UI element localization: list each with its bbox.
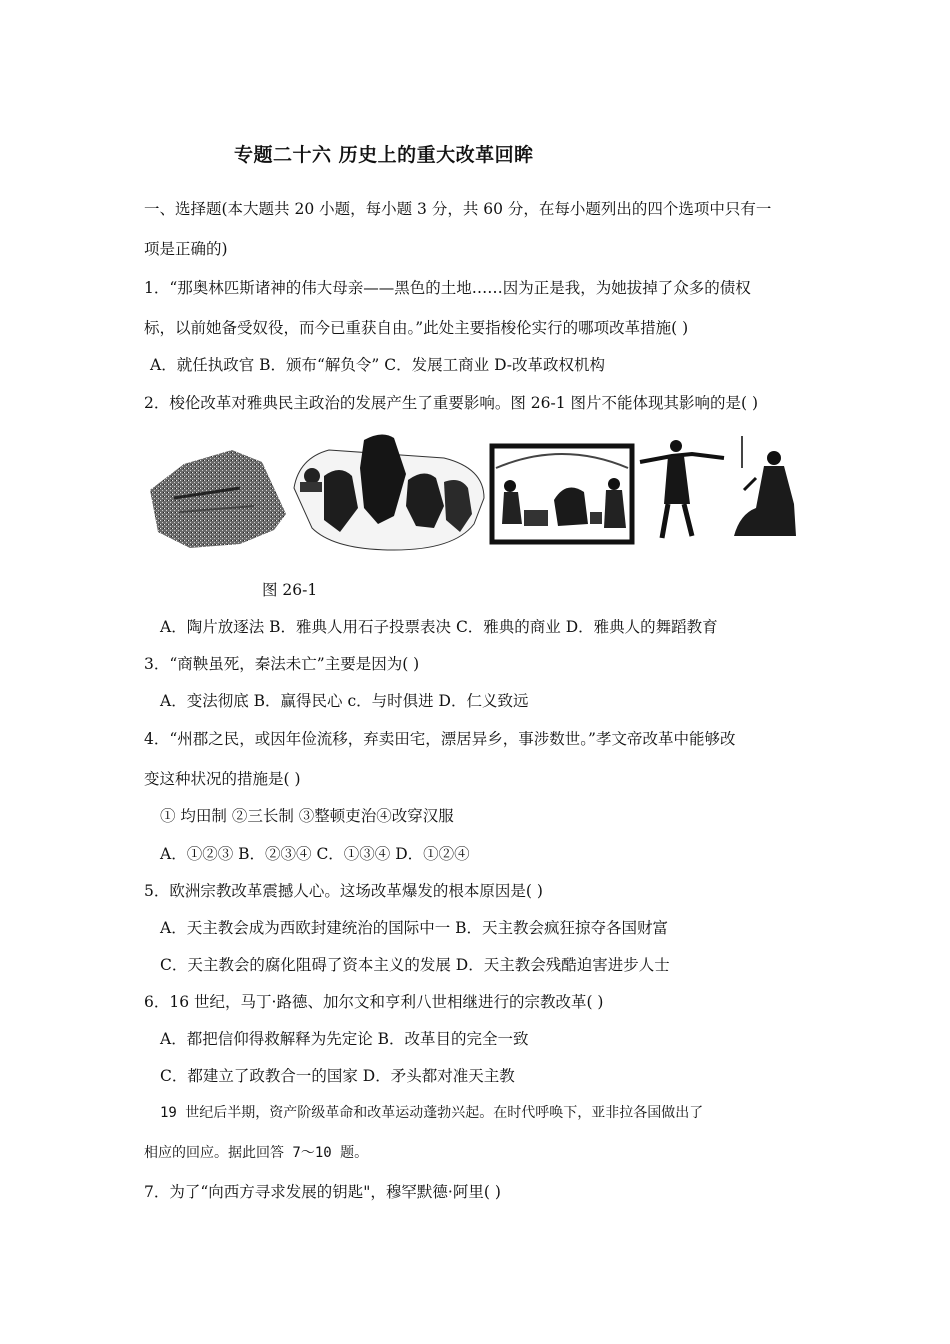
q6-options-row-2: C．都建立了政教合一的国家 D．矛头都对准天主教 bbox=[160, 1067, 515, 1085]
q5-options-row-2: C．天主教会的腐化阻碍了资本主义的发展 D．天主教会残酷迫害进步人士 bbox=[160, 956, 670, 974]
figure-26-1 bbox=[144, 428, 804, 554]
q2-stem: 2．梭伦改革对雅典民主政治的发展产生了重要影响。图 26-1 图片不能体现其影响的是( ) bbox=[144, 394, 759, 412]
q1-stem-line-1: 1．“那奥林匹斯诸神的伟大母亲——黑色的土地……因为正是我，为她拔掉了众多的债权 bbox=[144, 279, 751, 297]
q3-options: A．变法彻底 B．赢得民心 c．与时俱进 D．仁义致远 bbox=[160, 692, 529, 710]
q2-options: A．陶片放逐法 B．雅典人用石子投票表决 C．雅典的商业 D．雅典人的舞蹈教育 bbox=[160, 618, 718, 636]
vase-voting-scene-image bbox=[294, 434, 484, 550]
passage-line-2: 相应的回应。据此回答 7～10 题。 bbox=[144, 1145, 369, 1161]
q4-items: ① 均田制 ②三长制 ③整顿吏治④改穿汉服 bbox=[160, 807, 454, 825]
ostracon-shard-image bbox=[150, 450, 286, 548]
section-heading-line-1: 一、选择题(本大题共 20 小题，每小题 3 分，共 60 分，在每小题列出的四个选项中只有一 bbox=[144, 200, 772, 218]
q7-stem: 7．为了“向西方寻求发展的钥匙"，穆罕默德·阿里( ) bbox=[144, 1183, 501, 1201]
q6-stem: 6．16 世纪，马丁·路德、加尔文和亨利八世相继进行的宗教改革( ) bbox=[144, 993, 604, 1011]
q6-options-row-1: A．都把信仰得救解释为先定论 B．改革目的完全一致 bbox=[160, 1030, 529, 1048]
q5-stem: 5．欧洲宗教改革震撼人心。这场改革爆发的根本原因是( ) bbox=[144, 882, 543, 900]
section-heading-line-2: 项是正确的) bbox=[144, 240, 228, 258]
q5-options-row-1: A．天主教会成为西欧封建统治的国际中一 B．天主教会疯狂掠夺各国财富 bbox=[160, 919, 669, 937]
figure-26-1-images bbox=[144, 428, 804, 554]
dance-education-image bbox=[640, 436, 796, 538]
q4-stem-line-2: 变这种状况的措施是( ) bbox=[144, 770, 301, 788]
q3-stem: 3．“商鞅虽死，秦法未亡”主要是因为( ) bbox=[144, 655, 420, 673]
commerce-scene-image bbox=[492, 446, 632, 542]
q1-stem-line-2: 标，以前她备受奴役，而今已重获自由。”此处主要指梭伦实行的哪项改革措施( ) bbox=[144, 319, 689, 337]
figure-caption: 图 26-1 bbox=[262, 581, 318, 599]
q4-options: A．①②③ B．②③④ C．①③④ D．①②④ bbox=[160, 845, 470, 863]
page-title: 专题二十六 历史上的重大改革回眸 bbox=[234, 144, 534, 166]
q4-stem-line-1: 4．“州郡之民，或因年俭流移，弃卖田宅，漂居异乡，事涉数世。”孝文帝改革中能够改 bbox=[144, 730, 736, 748]
q1-options: A．就任执政官 B．颁布“解负令” C．发展工商业 D-改革政权机构 bbox=[150, 356, 606, 374]
passage-line-1: 19 世纪后半期，资产阶级革命和改革运动蓬勃兴起。在时代呼唤下，亚非拉各国做出了 bbox=[160, 1105, 704, 1121]
